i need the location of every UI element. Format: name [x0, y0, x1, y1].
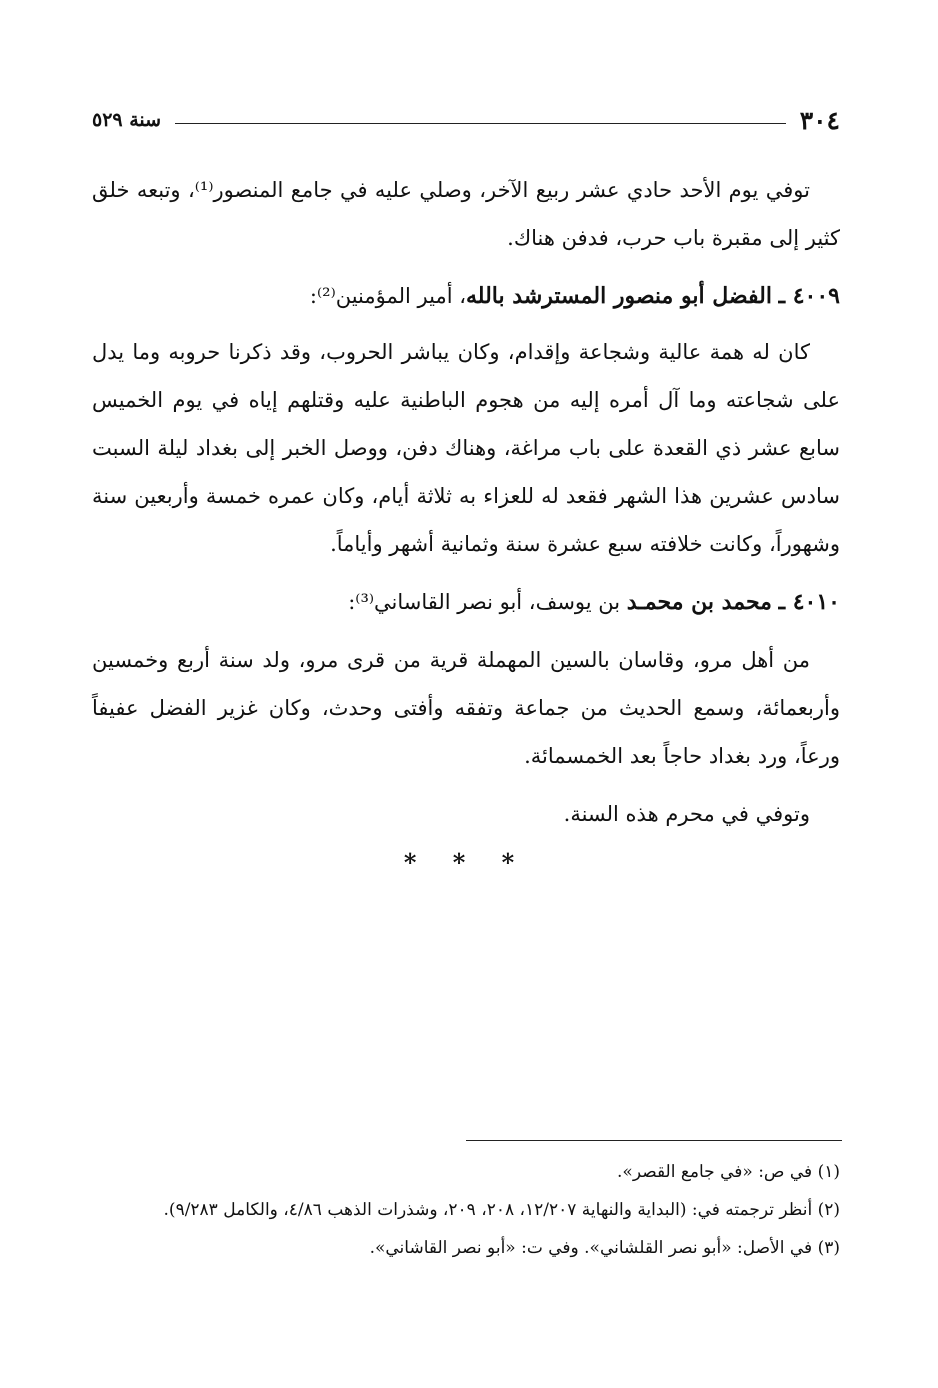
entry-heading-4009 — [92, 272, 840, 320]
entry-number: ٤٠٠٩ ـ — [778, 283, 840, 309]
entry-rest: ، أمير المؤمنين⁽²⁾: — [309, 284, 466, 308]
entry-number: ٤٠١٠ ـ — [778, 589, 840, 615]
page-header — [92, 100, 840, 140]
paragraph-biography-4010: من أهل مرو، وقاسان بالسين المهملة قرية من قرى مرو، ولد سنة أربع وخمسين وأربعمائة، وسمع الحديث من جماعة وتفقه وأفتى وحدث، وكان غزير الفضل عفيفاً ورعاً، ورد بغداد حاجاً بعد الخمسمائة. — [92, 648, 840, 768]
paragraph-death-note: توفي يوم الأحد حادي عشر ربيع الآخر، وصلي عليه في جامع المنصور⁽¹⁾، وتبعه خلق كثير إلى مقبرة باب حرب، فدفن هناك. — [92, 178, 840, 250]
header-rule — [175, 123, 786, 124]
entry-heading-4010 — [92, 578, 840, 626]
paragraph-death-4010: وتوفي في محرم هذه السنة. — [563, 802, 810, 826]
entry-name: محمد بن محمـد — [626, 589, 772, 615]
footnote-rule — [466, 1140, 842, 1141]
page-number: ٣٠٤ — [799, 105, 840, 135]
section-separator-stars: * * * — [403, 848, 529, 877]
footnote-3: (٣) في الأصل: «أبو نصر القلشاني». وفي ت: «أبو نصر القاشاني». — [369, 1238, 840, 1258]
main-text — [92, 166, 840, 877]
paragraph-biography-4009: كان له همة عالية وشجاعة وإقدام، وكان يباشر الحروب، وقد ذكرنا حروبه وما يدل على شجاعته وما آل أمره إليه من هجوم الباطنية عليه وقتلهم إياه في يوم الخميس سابع عشر ذي القعدة على باب مراغة، وهناك دفن، ووصل الخبر إلى بغداد ليلة السبت سادس عشرين هذا الشهر فقعد له للعزاء به ثلاثة أيام، وكان عمره خمسة وأربعين سنة وشهوراً، وكانت خلافته سبع عشرة سنة وثمانية أشهر وأياماً. — [92, 340, 840, 556]
footnote-1: (١) في ص: «في جامع القصر». — [617, 1162, 840, 1182]
running-head: سنة ٥٢٩ — [92, 109, 162, 131]
footnotes — [92, 1155, 840, 1265]
footnote-2: (٢) أنظر ترجمته في: (البداية والنهاية ١٢/٢٠٧، ٢٠٨، ٢٠٩، وشذرات الذهب ٤/٨٦، والكامل ٩/٢٨٣). — [163, 1200, 840, 1220]
entry-name: الفضل أبو منصور المسترشد بالله — [466, 283, 772, 309]
entry-rest: بن يوسف، أبو نصر القاساني⁽³⁾: — [348, 590, 627, 614]
